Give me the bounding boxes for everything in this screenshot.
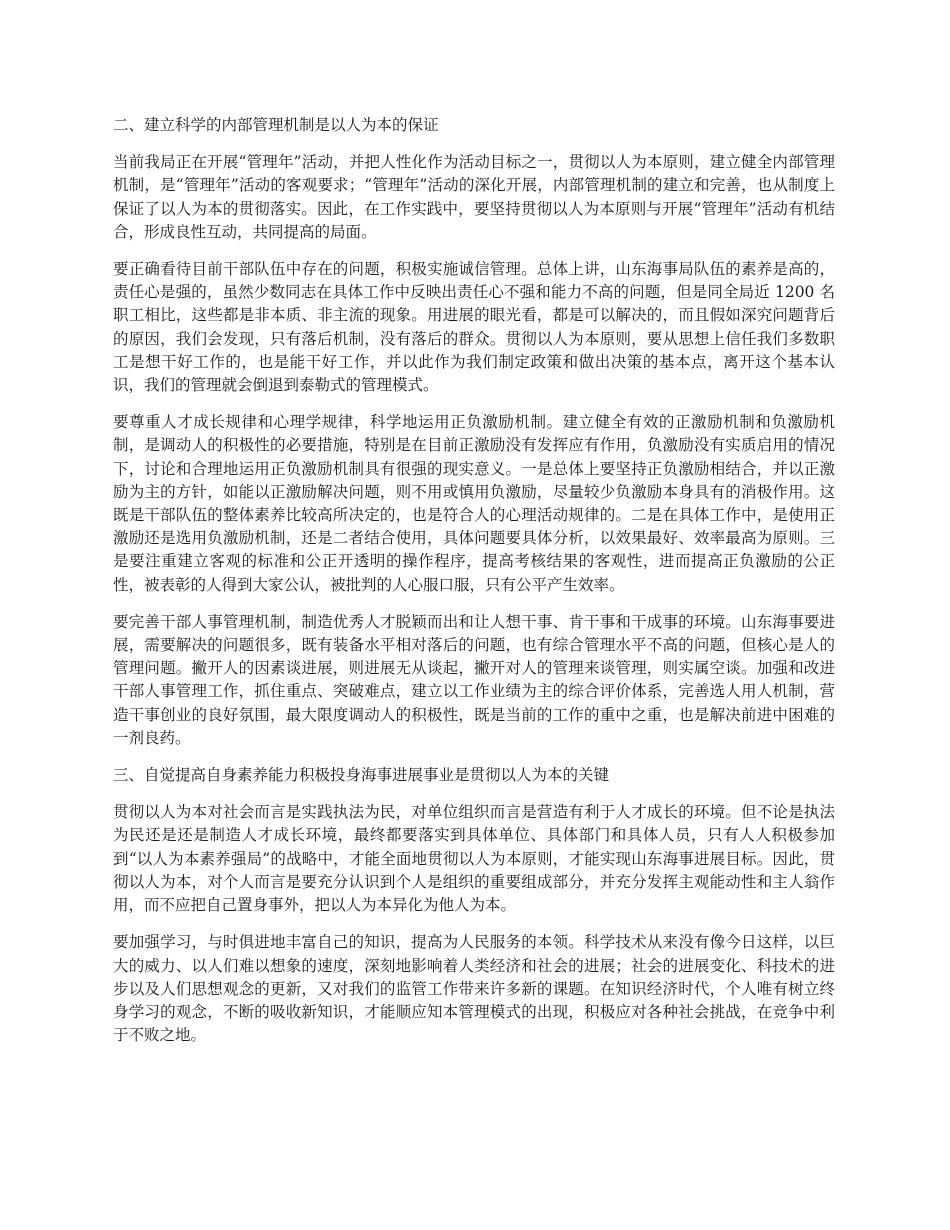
paragraph: 要完善干部人事管理机制，制造优秀人才脱颖而出和让人想干事、肯干事和干成事的环境。山东海事要进展，需要解决的问题很多，既有装备水平相对落后的问题，也有综合管理水平不高的问题，但核心是人的管理问题。撇开人的因素谈进展，则进展无从谈起，撇开对人的管理来谈管理，则实属空谈。加强和改进干部人事管理工作，抓住重点、突破难点，建立以工作业绩为主的综合评价体系，完善选人用人机制，营造干事创业的良好氛围，最大限度调动人的积极性，既是当前的工作的重中之重，也是解决前进中困难的一剂良药。 bbox=[113, 612, 835, 747]
paragraph: 当前我局正在开展“管理年”活动，并把人性化作为活动目标之一，贯彻以人为本原则，建立健全内部管理机制，是“管理年”活动的客观要求；“管理年”活动的深化开展，内部管理机制的建立和完善，也从制度上保证了以人为本的贯彻落实。因此，在工作实践中，要坚持贯彻以人为本原则与开展“管理年”活动有机结合，形成良性互动，共同提高的局面。 bbox=[113, 153, 835, 241]
paragraph: 要正确看待目前干部队伍中存在的问题，积极实施诚信管理。总体上讲，山东海事局队伍的素养是高的，责任心是强的，虽然少数同志在具体工作中反映出责任心不强和能力不高的问题，但是同全局近 1200 名职工相比，这些都是非本质、非主流的现象。用进展的眼光看，都是可以解决的，而且假如深究问题背后的原因，我们会发现，只有落后机制，没有落后的群众。贯彻以人为本原则，要从思想上信任我们多数职工是想干好工作的，也是能干好工作，并以此作为我们制定政策和做出决策的基本点，离开这个基本认识，我们的管理就会倒退到泰勒式的管理模式。 bbox=[113, 260, 835, 395]
paragraph: 要加强学习，与时俱进地丰富自己的知识，提高为人民服务的本领。科学技术从来没有像今日这样，以巨大的威力、以人们难以想象的速度，深刻地影响着人类经济和社会的进展；社会的进展变化、科技术的进步以及人们思想观念的更新，又对我们的监管工作带来许多新的课题。在知识经济时代，个人唯有树立终身学习的观念，不断的吸收新知识，才能顺应知本管理模式的出现，积极应对各种社会挑战，在竞争中利于不败之地。 bbox=[113, 933, 835, 1045]
paragraph: 要尊重人才成长规律和心理学规律，科学地运用正负激励机制。建立健全有效的正激励机制和负激励机制，是调动人的积极性的必要措施，特别是在目前正激励没有发挥应有作用，负激励没有实质启用的情况下，讨论和合理地运用正负激励机制具有很强的现实意义。一是总体上要坚持正负激励相结合，并以正激励为主的方针，如能以正激励解决问题，则不用或慎用负激励，尽量较少负激励本身具有的消极作用。这既是干部队伍的整体素养比较高所决定的，也是符合人的心理活动规律的。二是在具体工作中，是使用正激励还是选用负激励机制，还是二者结合使用，具体问题要具体分析，以效果最好、效率最高为原则。三是要注重建立客观的标准和公正开透明的操作程序，提高考核结果的客观性，进而提高正负激励的公正性，被表彰的人得到大家公认，被批判的人心服口服，只有公平产生效率。 bbox=[113, 413, 835, 594]
section-heading-2: 二、建立科学的内部管理机制是以人为本的保证 bbox=[113, 116, 439, 134]
paragraph: 贯彻以人为本对社会而言是实践执法为民，对单位组织而言是营造有利于人才成长的环境。但不论是执法为民还是还是制造人才成长环境，最终都要落实到具体单位、具体部门和具体人员，只有人人积极参加到“以人为本素养强局”的战略中，才能全面地贯彻以人为本原则，才能实现山东海事进展目标。因此，贯彻以人为本，对个人而言是要充分认识到个人是组织的重要组成部分，并充分发挥主观能动性和主人翁作用，而不应把自己置身事外，把以人为本异化为他人为本。 bbox=[113, 803, 835, 915]
section-heading-3: 三、自觉提高自身素养能力积极投身海事进展事业是贯彻以人为本的关键 bbox=[113, 766, 610, 785]
document-body bbox=[113, 114, 835, 1061]
